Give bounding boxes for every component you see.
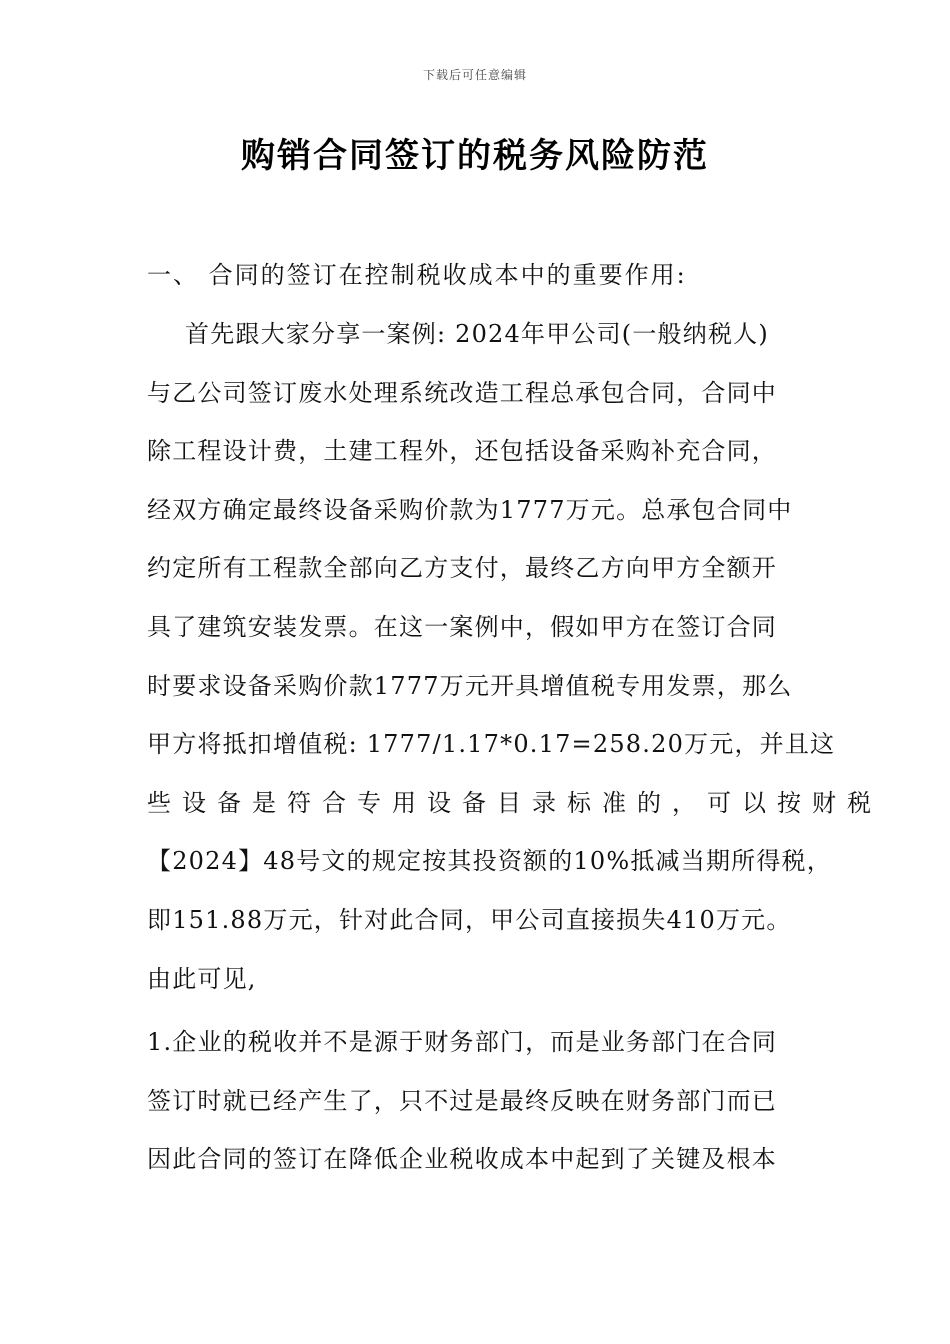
paragraph-line: 除工程设计费，土建工程外，还包括设备采购补充合同， [147, 437, 777, 466]
paragraph-line: 即151.88万元，针对此合同，甲公司直接损失410万元。 [147, 905, 792, 934]
paragraph-line: 时要求设备采购价款1777万元开具增值税专用发票，那么 [147, 671, 793, 700]
paragraph-line: 约定所有工程款全部向乙方支付，最终乙方向甲方全额开 [147, 554, 777, 583]
header-note: 下载后可任意编辑 [422, 68, 527, 82]
document-title: 购销合同签订的税务风险防范 [241, 136, 709, 176]
case-paragraph [147, 305, 882, 1008]
paragraph-line: 1.企业的税收并不是源于财务部门，而是业务部门在合同 [147, 1028, 778, 1056]
paragraph-line: 首先跟大家分享一案例: 2024年甲公司(一般纳税人) [185, 320, 769, 348]
paragraph-line: 些设备是符合专用设备目录标准的，可以按财税 [147, 788, 882, 817]
section-heading-1: 一、 合同的签订在控制税收成本中的重要作用: [147, 261, 687, 289]
paragraph-line: 甲方将抵扣增值税: 1777/1.17*0.17=258.20万元，并且这 [147, 730, 836, 759]
paragraph-line: 【2024】48号文的规定按其投资额的10%抵减当期所得税， [147, 847, 832, 876]
point-1-paragraph [147, 1013, 807, 1189]
paragraph-line: 经双方确定最终设备采购价款为1777万元。总承包合同中 [147, 495, 793, 524]
paragraph-line: 签订时就已经产生了，只不过是最终反映在财务部门而已 [147, 1086, 777, 1115]
paragraph-line: 具了建筑安装发票。在这一案例中，假如甲方在签订合同 [147, 612, 777, 641]
paragraph-line: 由此可见, [147, 964, 257, 993]
paragraph-line: 因此合同的签订在降低企业税收成本中起到了关键及根本 [147, 1145, 777, 1174]
paragraph-line: 与乙公司签订废水处理系统改造工程总承包合同，合同中 [147, 378, 777, 407]
